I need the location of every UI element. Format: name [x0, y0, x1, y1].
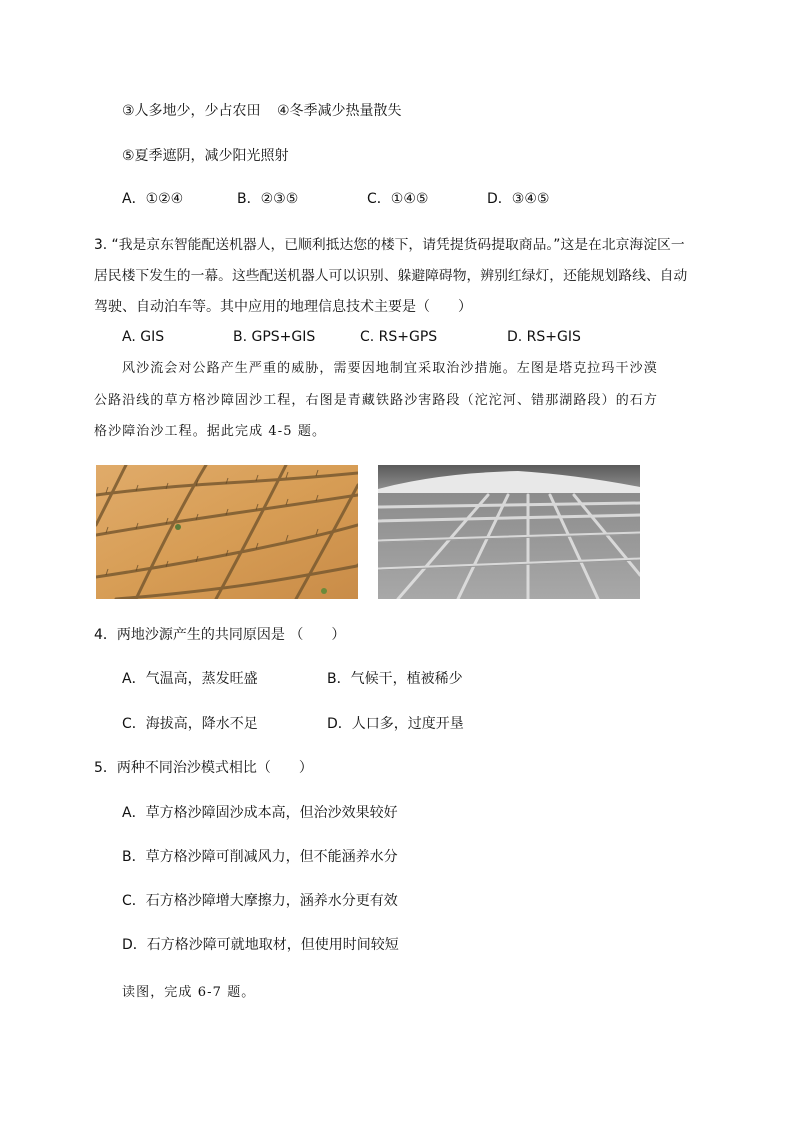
- q2-choice-3: ③人多地少，少占农田: [122, 103, 261, 119]
- q2-option-a: A．①②④: [122, 191, 184, 207]
- q2-option-b: B．②③⑤: [237, 191, 299, 207]
- stone-checkerboard-photo: [378, 465, 640, 599]
- q2-choice-4: ④冬季减少热量散失: [277, 103, 402, 119]
- q4-option-a: A．气温高，蒸发旺盛: [122, 671, 258, 687]
- q5-option-c: C．石方格沙障增大摩擦力，涵养水分更有效: [122, 893, 398, 909]
- intro45-line3: 格沙障治沙工程。据此完成 4-5 题。: [94, 424, 327, 439]
- q4-option-c: C．海拔高，降水不足: [122, 716, 258, 732]
- intro45-line2: 公路沿线的草方格沙障固沙工程，右图是青藏铁路沙害路段（沱沱河、错那湖路段）的石方: [94, 393, 659, 408]
- q5-option-b: B．草方格沙障可削减风力，但不能涵养水分: [122, 849, 398, 865]
- q5-option-a: A．草方格沙障固沙成本高，但治沙效果较好: [122, 805, 398, 821]
- q3-option-a: A. GIS: [122, 329, 165, 345]
- q4-option-b: B．气候干，植被稀少: [327, 671, 463, 687]
- intro67: 读图，完成 6-7 题。: [122, 985, 256, 1000]
- straw-checkerboard-photo: [96, 465, 358, 599]
- q3-stem-line2: 居民楼下发生的一幕。这些配送机器人可以识别、躲避障碍物，辨别红绿灯，还能规划路线、自动: [94, 268, 688, 284]
- q5-option-d: D．石方格沙障可就地取材，但使用时间较短: [122, 937, 399, 953]
- q4-option-d: D．人口多，过度开垦: [327, 716, 464, 732]
- q2-option-d: D．③④⑤: [487, 191, 550, 207]
- q3-option-d: D. RS+GIS: [507, 329, 581, 345]
- intro45-line1: 风沙流会对公路产生严重的威胁，需要因地制宜采取治沙措施。左图是塔克拉玛干沙漠: [122, 361, 658, 376]
- q2-choice-5: ⑤夏季遮阴，减少阳光照射: [122, 148, 289, 164]
- q3-stem-line1: 3. “我是京东智能配送机器人，已顺利抵达您的楼下，请凭提货码提取商品。”这是在北京海淀区一: [94, 237, 685, 253]
- q3-option-c: C. RS+GPS: [360, 329, 438, 345]
- q4-stem: 4．两地沙源产生的共同原因是 （ ）: [94, 627, 346, 643]
- q3-stem-line3: 驾驶、自动泊车等。其中应用的地理信息技术主要是（ ）: [94, 299, 472, 315]
- q3-option-b: B. GPS+GIS: [233, 329, 316, 345]
- q2-option-c: C．①④⑤: [367, 191, 429, 207]
- q5-stem: 5．两种不同治沙模式相比（ ）: [94, 760, 313, 776]
